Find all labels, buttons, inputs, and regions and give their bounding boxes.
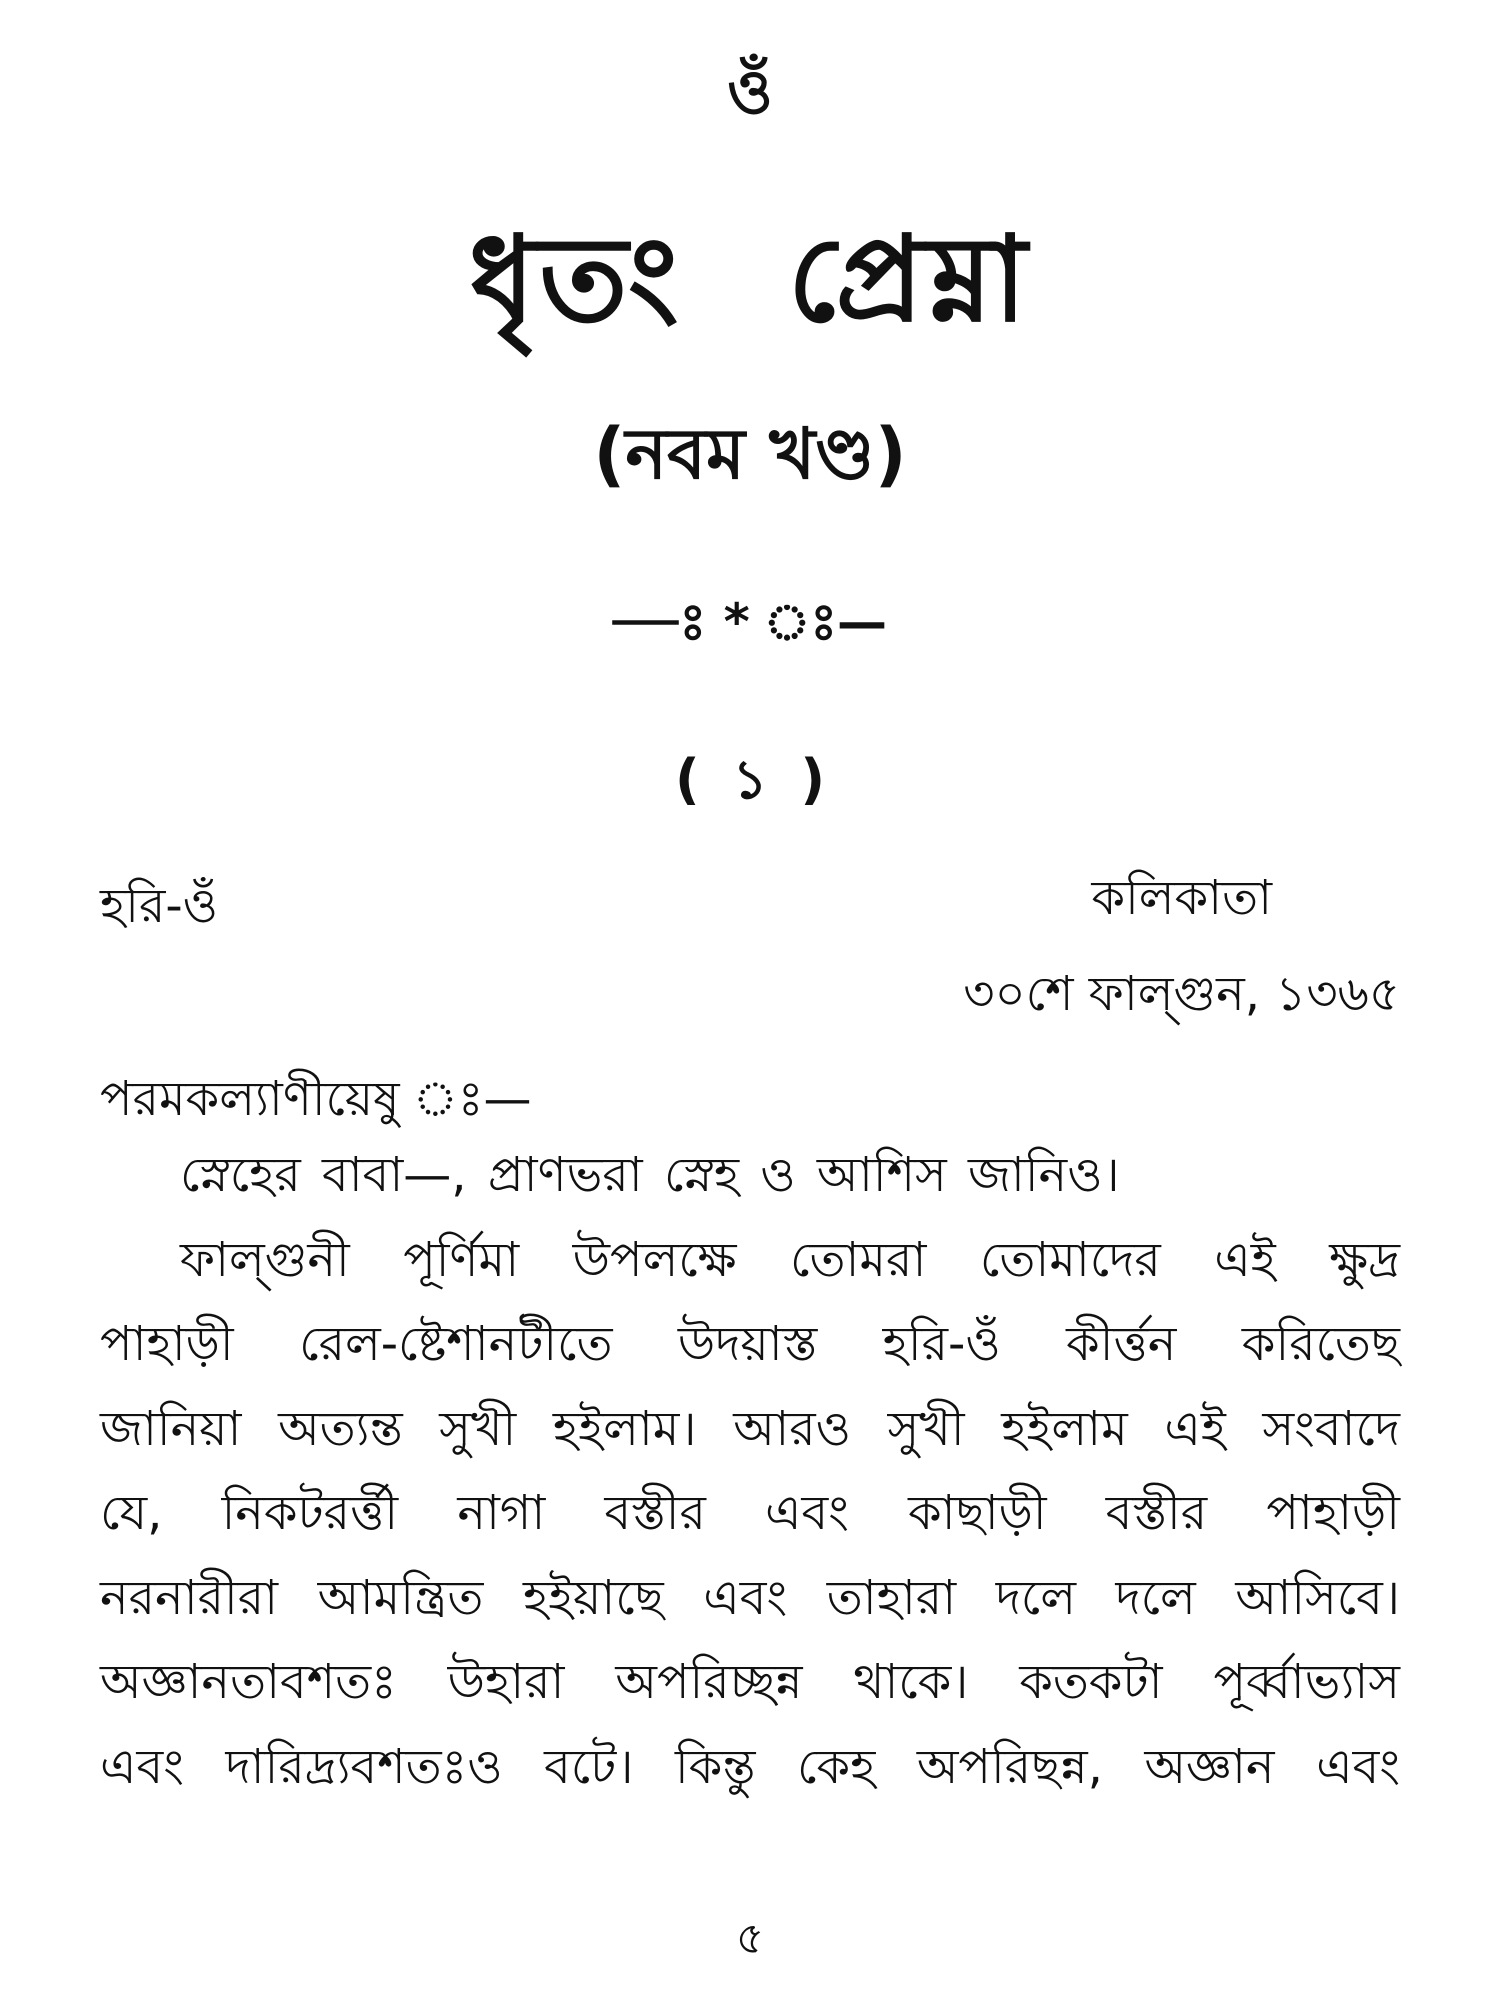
body-line: ফাল্গুনী পূর্ণিমা উপলক্ষে তোমরা তোমাদের এই ক্ষুদ্র <box>180 1231 1400 1288</box>
letter-date: ৩০শে ফাল্গুন, ১৩৬৫ <box>963 966 1400 1022</box>
body-line: যে, নিকটরর্ত্তী নাগা বস্তীর এবং কাছাড়ী বস্তীর পাহাড়ী <box>100 1485 1400 1541</box>
section-divider: —ঃ * ঃ— <box>612 593 888 651</box>
letter-place: কলিকাতা <box>1091 870 1272 926</box>
body-line: পাহাড়ী রেল-ষ্টেশানটীতে উদয়াস্ত হরি-ওঁ কীর্ত্তন করিতেছ <box>100 1316 1400 1372</box>
body-line: জানিয়া অত্যন্ত সুখী হইলাম। আরও সুখী হইলাম এই সংবাদে <box>100 1400 1400 1457</box>
om-symbol: ওঁ <box>727 55 773 128</box>
letter-number: ( ১ ) <box>675 748 825 811</box>
letter-greeting: হরি-ওঁ <box>100 878 219 934</box>
body-line: অজ্ঞানতাবশতঃ উহারা অপরিচ্ছন্ন থাকে। কতকটা পূর্ব্বাভ্যাস <box>100 1654 1400 1710</box>
body-line: স্নেহের বাবা—, প্রাণভরা স্নেহ ও আশিস জানিও। <box>180 1147 1120 1203</box>
letter-salutation: পরমকল্যাণীয়েষু ঃ— <box>100 1071 532 1127</box>
body-line: নরনারীরা আমন্ত্রিত হইয়াছে এবং তাহারা দলে দলে আসিবে। <box>100 1569 1400 1626</box>
page-number: ৫ <box>735 1913 765 1964</box>
book-title: ধৃতং প্রেম্না <box>469 210 1031 348</box>
body-line: এবং দারিদ্র্যবশতঃও বটে। কিন্তু কেহ অপরিছন্ন, অজ্ঞান এবং <box>100 1738 1400 1795</box>
volume-subtitle: (নবম খণ্ড) <box>593 413 907 495</box>
letter-body <box>100 1133 1400 1809</box>
